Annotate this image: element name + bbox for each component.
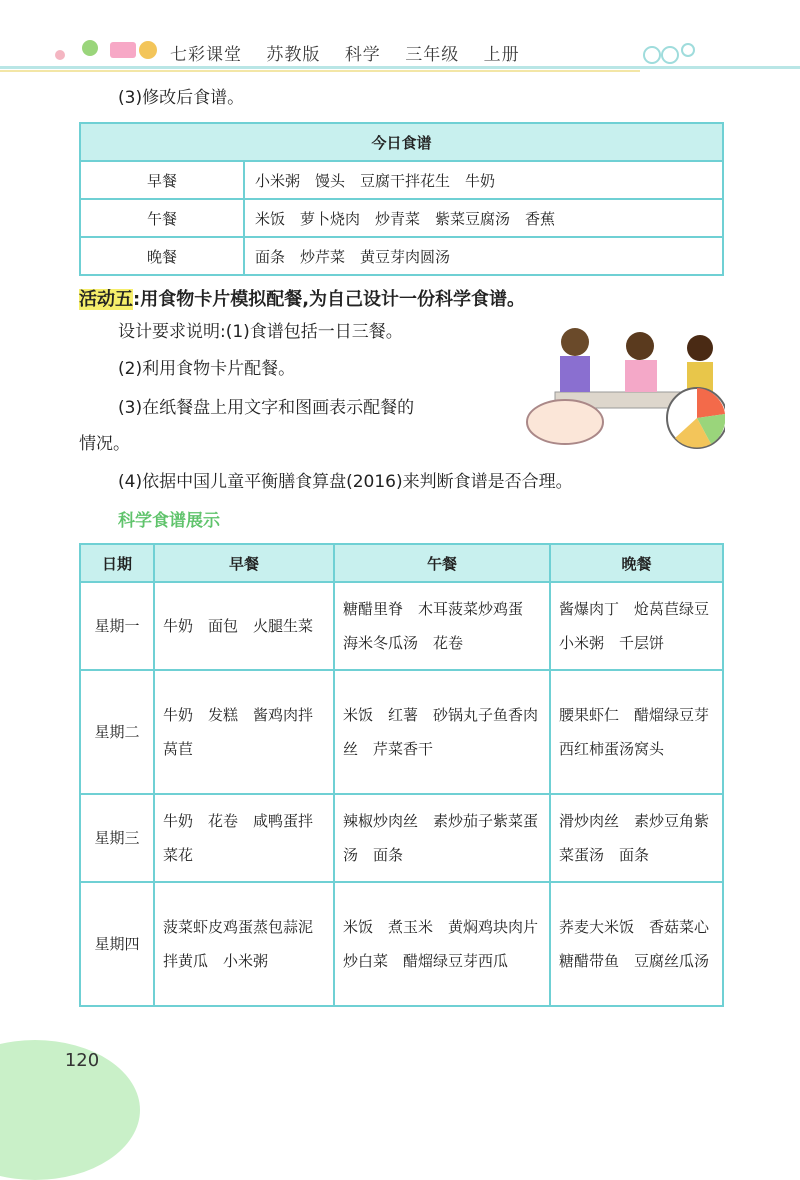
section-label: (3)修改后食谱。 — [118, 88, 245, 108]
dinner-cell: 滑炒肉丝 素炒豆角紫菜蛋汤 面条 — [550, 794, 723, 882]
breakfast-cell: 菠菜虾皮鸡蛋蒸包蒜泥拌黄瓜 小米粥 — [154, 882, 334, 1006]
header-lunch: 午餐 — [334, 544, 550, 582]
lunch-cell: 米饭 煮玉米 黄焖鸡块肉片炒白菜 醋熘绿豆芽西瓜 — [334, 882, 550, 1006]
children-illustration — [515, 322, 725, 452]
table-row — [80, 199, 723, 237]
requirement-1: 设计要求说明:(1)食谱包括一日三餐。 — [118, 322, 403, 342]
header-dinner: 晚餐 — [550, 544, 723, 582]
dinner-cell: 腰果虾仁 醋熘绿豆芽 西红柿蛋汤窝头 — [550, 670, 723, 794]
food-cell: 米饭 萝卜烧肉 炒青菜 紫菜豆腐汤 香蕉 — [244, 199, 723, 237]
breakfast-cell: 牛奶 发糕 酱鸡肉拌莴苣 — [154, 670, 334, 794]
header-decoration-icon — [0, 0, 160, 66]
page-header — [0, 0, 800, 80]
requirement-4: (4)依据中国儿童平衡膳食算盘(2016)来判断食谱是否合理。 — [118, 472, 573, 492]
requirement-2: (2)利用食物卡片配餐。 — [118, 359, 296, 379]
meal-cell: 午餐 — [80, 199, 244, 237]
dinner-cell: 荞麦大米饭 香菇菜心 糖醋带鱼 豆腐丝瓜汤 — [550, 882, 723, 1006]
activity-label: 活动五 — [79, 289, 133, 310]
dinner-cell: 酱爆肉丁 炝莴苣绿豆小米粥 千层饼 — [550, 582, 723, 670]
header-volume: 上册 — [483, 45, 520, 65]
today-menu-title: 今日食谱 — [80, 123, 723, 161]
day-cell: 星期四 — [80, 882, 154, 1006]
table-row — [80, 582, 723, 670]
meal-cell: 早餐 — [80, 161, 244, 199]
header-grade: 三年级 — [405, 45, 460, 65]
page-number: 120 — [64, 1050, 100, 1071]
table-row — [80, 794, 723, 882]
display-title: 科学食谱展示 — [118, 511, 220, 531]
today-menu-table — [79, 122, 724, 276]
table-row — [80, 670, 723, 794]
lunch-cell: 糖醋里脊 木耳菠菜炒鸡蛋 海米冬瓜汤 花卷 — [334, 582, 550, 670]
table-row — [80, 237, 723, 275]
meal-cell: 晚餐 — [80, 237, 244, 275]
header-rule — [0, 66, 800, 69]
lunch-cell: 米饭 红薯 砂锅丸子鱼香肉丝 芹菜香干 — [334, 670, 550, 794]
header-breakfast: 早餐 — [154, 544, 334, 582]
table-header-row — [80, 544, 723, 582]
requirement-3b: 情况。 — [79, 434, 130, 454]
header-title — [170, 40, 538, 65]
header-subject: 科学 — [344, 45, 381, 65]
table-row — [80, 161, 723, 199]
table-row — [80, 882, 723, 1006]
breakfast-cell: 牛奶 花卷 咸鸭蛋拌菜花 — [154, 794, 334, 882]
lunch-cell: 辣椒炒肉丝 素炒茄子紫菜蛋汤 面条 — [334, 794, 550, 882]
header-edition: 苏教版 — [266, 45, 321, 65]
day-cell: 星期二 — [80, 670, 154, 794]
header-day: 日期 — [80, 544, 154, 582]
food-cell: 面条 炒芹菜 黄豆芽肉圆汤 — [244, 237, 723, 275]
requirement-3a: (3)在纸餐盘上用文字和图画表示配餐的 — [118, 398, 415, 418]
breakfast-cell: 牛奶 面包 火腿生菜 — [154, 582, 334, 670]
weekly-menu-table — [79, 543, 724, 1007]
activity-text: :用食物卡片模拟配餐,为自己设计一份科学食谱。 — [133, 289, 526, 310]
food-cell: 小米粥 馒头 豆腐干拌花生 牛奶 — [244, 161, 723, 199]
activity-heading — [79, 285, 525, 311]
header-rule-accent — [0, 70, 640, 72]
header-series: 七彩课堂 — [170, 45, 242, 65]
day-cell: 星期三 — [80, 794, 154, 882]
day-cell: 星期一 — [80, 582, 154, 670]
